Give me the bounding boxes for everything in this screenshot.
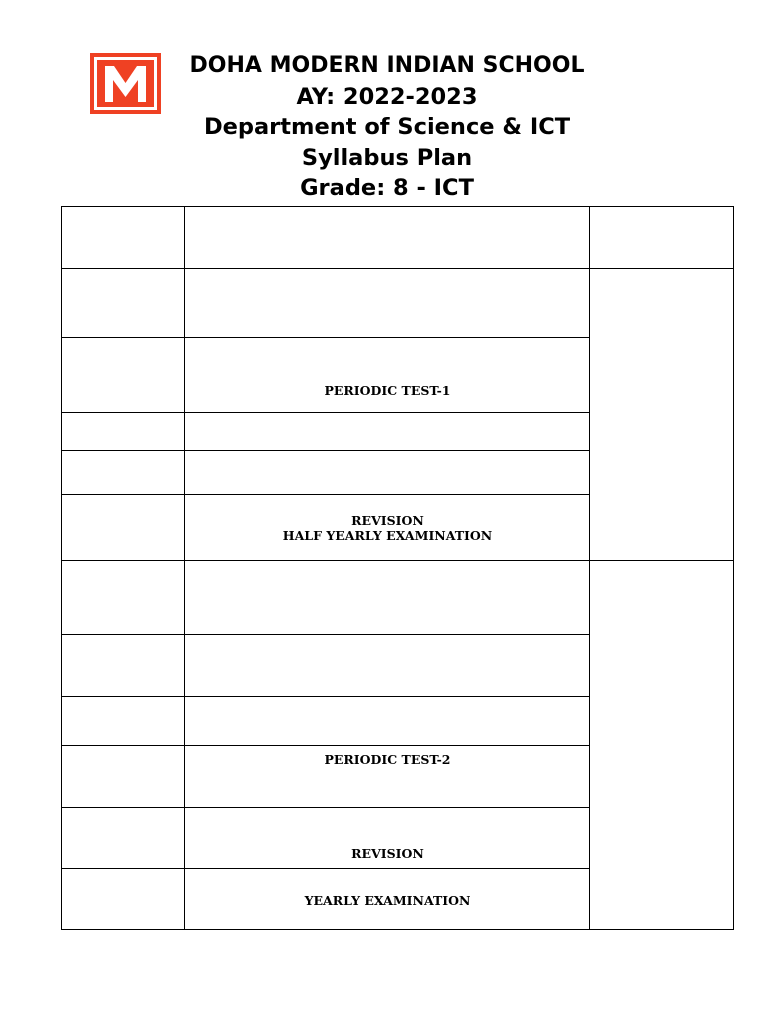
- table-cell-periodic-test-2: PERIODIC TEST-2: [324, 752, 451, 767]
- school-name: DOHA MODERN INDIAN SCHOOL: [189, 53, 585, 78]
- row-divider: [62, 337, 590, 338]
- row-divider: [62, 450, 590, 451]
- department-name: Department of Science & ICT: [203, 114, 571, 140]
- row-divider: [62, 745, 590, 746]
- grade-subject: Grade: 8 - ICT: [300, 175, 474, 201]
- row-divider: [62, 634, 590, 635]
- row-divider: [62, 412, 590, 413]
- column-divider: [589, 207, 590, 929]
- row-divider: [62, 868, 590, 869]
- row-divider: [62, 807, 590, 808]
- row-divider: [62, 696, 590, 697]
- syllabus-table: [61, 206, 734, 930]
- table-cell-half-yearly-exam: HALF YEARLY EXAMINATION: [282, 528, 493, 543]
- row-divider: [62, 560, 733, 561]
- table-cell-yearly-exam: YEARLY EXAMINATION: [304, 893, 471, 908]
- column-divider: [184, 207, 185, 929]
- academic-year: AY: 2022-2023: [296, 83, 478, 110]
- document-type: Syllabus Plan: [301, 144, 473, 171]
- row-divider: [62, 494, 590, 495]
- table-cell-revision: REVISION: [351, 513, 424, 528]
- document-header: [150, 51, 624, 204]
- table-cell-revision-2: REVISION: [351, 846, 424, 861]
- table-cell-periodic-test-1: PERIODIC TEST-1: [324, 383, 451, 398]
- row-divider: [62, 268, 733, 269]
